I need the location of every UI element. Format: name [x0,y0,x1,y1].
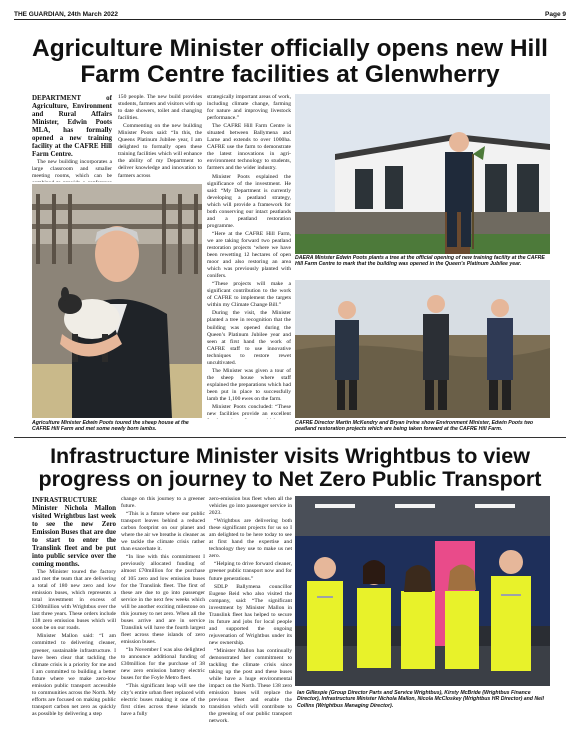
page-number: Page 9 [545,11,566,18]
story1-paragraph: Minister Poots concluded: “These new facilities provide an excellent [207,404,291,418]
story1-column-1 [32,94,112,182]
caption-peatland-tour: CAFRE Director Martin McKendry and Bryan Irvine show Environment Minister, Edwin Poots two peatland restoration projects which are being taken forward at the CAFRE Hill Farm. [295,420,534,433]
story2-column-3 [209,496,292,726]
caption-minister-with-lamb: Agriculture Minister Edwin Poots toured the sheep house at the CAFRE Hill Farm and met some newly born lambs. [32,420,189,433]
story2-paragraph: Minister Mallon said: “I am committed to delivering cleaner, greener, sustainable infrastructure. I have been clear that tackling the climate crisis is a priority for me and I am committed to building a better future where we make zero-low emission public transport accessible to communities across the North. My efforts are focused on making public transport carbon net zero as quickly as possible by delivering a step [32,633,116,717]
photo-minister-with-lamb [32,184,202,418]
photo-minister-with-lamb-image [32,184,202,418]
story2-paragraph: SDLP Ballymena councillor Eugene Reid who also visited the company, said: “The significant investment by Minister Mallon in Translink fleet has helped to secure its future and jobs for local people and supported the ongoing rejuvenation of Wrightbus under its new ownership. [209,583,292,646]
photo-tree-planting [295,94,550,254]
photo-peatland-tour-image [295,280,550,418]
story1-paragraph: The CAFRE Hill Farm Centre is situated between Ballymena and Larne and extends to over 1000ha. CAFRE use the farm to demonstrate the latest innovations in agri-environment technology to students, farmers and the wider industry. [207,123,291,172]
story2-paragraph: “This significant leap will see the city’s entire urban fleet replaced with electric buses making it one of the first cities across these islands to have a fully [121,683,205,718]
story1-paragraph: 150 people. The new build provides students, farmers and visitors with up to date showers, toilet and changing facilities. [118,94,202,122]
story1-paragraph: “These projects will make a significant contribution to the work of CAFRE to implement the targets within my Climate Change Bill.” [207,281,291,309]
story1-paragraph: “Here at the CAFRE Hill Farm, we are taking forward two peatland restoration projects ‘where we have been rewetting 12 hectares of open moor and also restoring an area which was previously planted with conifers. [207,230,291,280]
story1-paragraph: During the visit, the Minister planted a tree in recognition that the building was opened during the Queen’s Platinum Jubilee year and seen at first hand the work of CAFRE staff to use innovative techniques to restore rewet uncultivated. [207,310,291,366]
photo-tree-planting-image [295,94,550,254]
story2-paragraph: “Wrightbus are delivering both these significant projects for us so I am delighted to be here today to see at first hand the expertise and technology they use to make us net zero. [209,518,292,560]
story2-lead-paragraph: INFRASTRUCTURE Minister Nichola Mallon visited Wrightbus last week to see the new Zero Emission Buses that are due to start to enter the Translink fleet and be put into public service over the coming months. [32,496,116,568]
photo-wrightbus-group [295,496,550,686]
story2-headline: Infrastructure Minister visits Wrightbus to view progress on journey to Net Zero Public Transport [38,444,542,491]
story2-column-1 [32,496,116,726]
story2-paragraph: zero-emission bus fleet when all the vehicles go into passenger service in 2023. [209,496,292,517]
story2-paragraph: “This is a future where our public transport leaves behind a reduced carbon footprint on our planet and where the air we breathe is cleaner as we tackle the climate crisis rather than exacerbate it. [121,511,205,553]
story1-headline: Agriculture Minister officially opens new Hill Farm Centre facilities at Glenwherry [32,35,548,88]
story-divider [14,437,566,438]
story1-column-2 [118,94,202,182]
story2-column-2 [121,496,205,726]
story1-column-3 [207,94,291,419]
story1-paragraph: The new building incorporates a large classroom and smaller meeting rooms, which can be [32,159,112,180]
story1-lead-paragraph: DEPARTMENT of Agriculture, Environment and Rural Affairs Minister, Edwin Poots MLA, has formally opened a new training facility at the CAFRE Hill Farm Centre. [32,94,112,158]
publication-date: THE GUARDIAN, 24th March 2022 [14,11,119,18]
story1-paragraph: Minister Poots explained the significance of the investment. He said: “My Department is currently developing a peatland strategy, which will provide a framework for both conserving our intact peatlands and a peatland restoration programme. [207,173,291,229]
masthead [14,8,566,20]
story1-paragraph: Commenting on the new building Minister Poots said: “In this, the Queens Platinum Jubilee year, I am delighted to formally open these training facilities which will enhance the ability of my Department to deliver knowledge and innovation to farmers across [118,123,202,179]
story2-paragraph: “In November I was also delighted to announce additional funding of £30million for the purchase of 38 new zero emission battery electric buses for the Foyle Metro fleet. [121,646,205,682]
story2-paragraph: change on this journey to a greener future. [121,496,205,510]
story2-paragraph: The Minister toured the factory and met the team that are delivering a total of 180 new zero and low emission buses, which represents a total investment in excess of £100million with Wrightbus over the last three years. These orders include 138 zero emission buses which will soon be on our roads. [32,569,116,632]
story2-paragraph: “Minister Mallon has continually demonstrated her commitment to tackling the climate crisis since taking up the post and these buses while have a huge environmental impact on the North. These 138 zero emission buses will replace the previous fleet and enable the transition which will contribute to the greening of our public transport network. [209,647,292,725]
story1-paragraph: The Minister was given a tour of the sheep house where staff explained the preparations which had been put in place to successfully lamb the 1,100 ewes on the farm. [207,367,291,402]
story2-paragraph: “In line with this commitment I previously allocated funding of almost £70million for the purchase of 105 zero and low emission buses for the Translink fleet. The first of these are due to go into passenger service in the next few weeks which will be another exciting milestone on this journey to net zero. When all the buses arrive and are in service Translink will have the fourth largest fleet across these islands of zero emission buses. [121,554,205,645]
photo-wrightbus-group-image [295,496,550,686]
caption-tree-planting: DAERA Minister Edwin Poots plants a tree at the official opening of new training facility at the CAFRE Hill Farm Centre to mark that the building was opened in the Queen’s Platinum Jubilee year. [295,255,545,268]
story2-paragraph: “Helping to drive forward cleaner, greener public transport now and for future generations.” [209,561,292,582]
story1-paragraph: strategically important areas of work, including climate change, farming for nature and improving livestock performance.” [207,94,291,122]
caption-wrightbus-group: Ian Gillespie (Group Director Parts and Service Wrightbus), Kirsty McBride (Wrightbus Finance Director), Infrastructure Minister Nichola Mallon, Nicola McCloskey (Wrightbus HR Director) and Neil Collins (Wrightbus Managing Director). [297,690,544,709]
photo-peatland-tour [295,280,550,418]
